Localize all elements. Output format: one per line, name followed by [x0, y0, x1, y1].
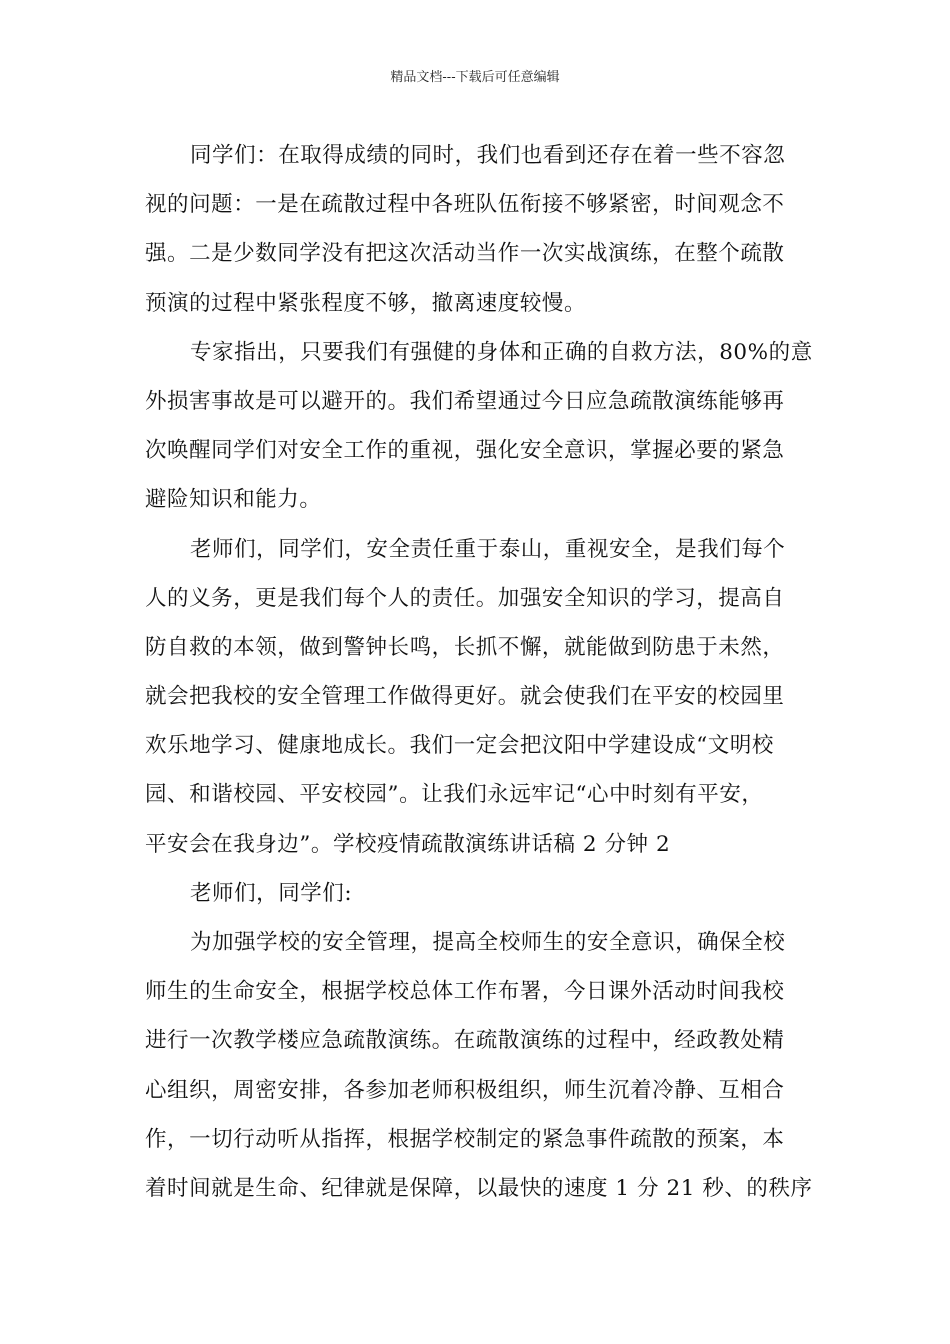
paragraph-line: 着时间就是生命、纪律就是保障，以最快的速度 1 分 21 秒、的秩序 — [145, 1175, 813, 1201]
document-body — [145, 131, 813, 1213]
paragraph-2 — [145, 328, 813, 525]
paragraph-line: 预演的过程中紧张程度不够，撤离速度较慢。 — [145, 290, 587, 316]
paragraph-line: 老师们，同学们: — [190, 880, 353, 906]
paragraph-line: 老师们，同学们，安全责任重于泰山，重视安全，是我们每个 — [190, 536, 786, 562]
paragraph-line: 园、和谐校园、平安校园”。让我们永远牢记“心中时刻有平安， — [145, 782, 764, 808]
paragraph-line: 专家指出，只要我们有强健的身体和正确的自救方法，80%的意 — [190, 339, 813, 365]
page-header: 精品文档---下载后可任意编辑 — [390, 70, 560, 85]
paragraph-3 — [145, 525, 807, 869]
paragraph-line: 人的义务，更是我们每个人的责任。加强安全知识的学习，提高自 — [145, 585, 785, 611]
paragraph-line: 就会把我校的安全管理工作做得更好。就会使我们在平安的校园里 — [145, 684, 785, 710]
paragraph-line: 师生的生命安全，根据学校总体工作布署，今日课外活动时间我校 — [145, 979, 785, 1005]
paragraph-line: 为加强学校的安全管理，提高全校师生的安全意识，确保全校 — [190, 930, 786, 955]
paragraph-line: 避险知识和能力。 — [145, 487, 322, 513]
paragraph-line: 同学们：在取得成绩的同时，我们也看到还存在着一些不容忽 — [190, 143, 786, 168]
paragraph-line: 防自救的本领，做到警钟长鸣，长抓不懈，就能做到防患于未然， — [145, 634, 785, 660]
paragraph-1 — [145, 131, 807, 328]
paragraph-line: 进行一次教学楼应急疏散演练。在疏散演练的过程中，经政教处精 — [145, 1028, 785, 1054]
paragraph-line: 次唤醒同学们对安全工作的重视，强化安全意识，掌握必要的紧急 — [145, 438, 785, 464]
paragraph-line: 欢乐地学习、健康地成长。我们一定会把汶阳中学建设成“文明校 — [145, 733, 774, 759]
paragraph-line: 强。二是少数同学没有把这次活动当作一次实战演练，在整个疏散 — [145, 241, 785, 267]
paragraph-line: 作，一切行动听从指挥，根据学校制定的紧急事件疏散的预案，本 — [145, 1126, 785, 1152]
paragraph-line: 视的问题：一是在疏散过程中各班队伍衔接不够紧密，时间观念不 — [145, 192, 785, 218]
paragraph-4 — [145, 869, 807, 918]
paragraph-5 — [145, 918, 813, 1213]
paragraph-line: 外损害事故是可以避开的。我们希望通过今日应急疏散演练能够再 — [145, 388, 785, 414]
paragraph-line: 平安会在我身边”。学校疫情疏散演练讲话稿 2 分钟 2 — [145, 831, 671, 857]
paragraph-line: 心组织，周密安排，各参加老师积极组织，师生沉着冷静、互相合 — [145, 1077, 785, 1103]
